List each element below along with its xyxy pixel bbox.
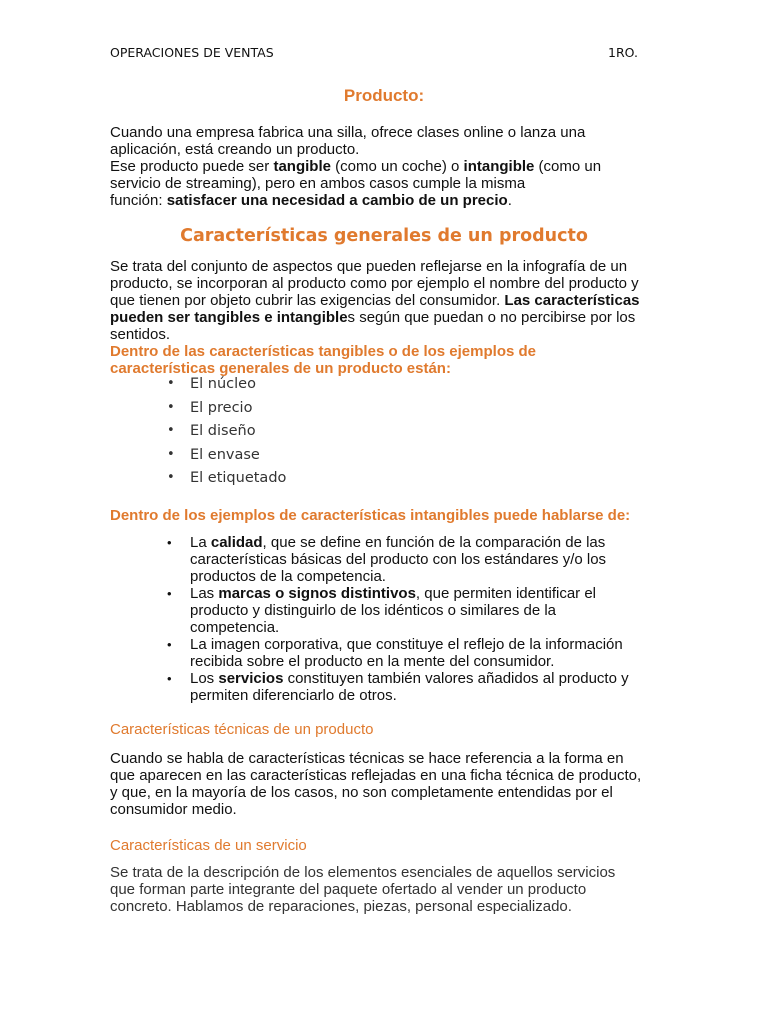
text-line [190,585,650,602]
text-run: (como un coche) o [330,158,464,175]
bold-term-intangible: intangible [463,158,535,175]
bold-term: servicios [218,670,284,687]
bold-phrase: pueden ser tangibles e intangible [110,309,348,326]
list-item-text: El etiquetado [190,470,287,486]
text-line: que aparecen en las características reflejadas en una ficha técnica de producto, [110,767,642,784]
text-line: servicio de streaming), pero en ambos casos cumple la misma [110,175,526,192]
generales-paragraph [110,258,670,343]
text-line: permiten diferenciarlo de otros. [190,687,397,704]
list-item [110,670,650,704]
bullet-icon: • [167,423,175,438]
text-line: producto, se incorporan al producto como por ejemplo el nombre del producto y [110,275,639,292]
bullet-icon: • [167,586,172,601]
list-item [110,423,286,447]
text-line: productos de la competencia. [190,568,386,585]
bold-phrase: satisfacer una necesidad a cambio de un precio [166,192,508,209]
text-line [110,192,670,209]
text-run: Los [190,670,219,687]
text-line: y que, en la mayoría de los casos, no son completamente entendidas por el [110,784,613,801]
list-item [110,400,286,424]
text-run: Ese producto puede ser [110,158,274,175]
bold-term-tangible: tangible [273,158,331,175]
text-line: Cuando se habla de características técnicas se hace referencia a la forma en [110,750,624,767]
section-title-producto: Producto: [343,86,425,105]
bold-term: calidad [210,534,263,551]
list-item [110,470,286,494]
list-item-text: El núcleo [190,376,256,392]
list-item [110,534,650,585]
intangibles-subheading: Dentro de los ejemplos de características intangibles puede hablarse de: [110,507,631,524]
text-run: función: [110,192,167,209]
text-line [190,534,650,551]
bullet-icon: • [167,671,172,686]
text-line: La imagen corporativa, que constituye el reflejo de la información [190,636,623,653]
text-run: . [507,192,512,209]
text-run: La [190,534,211,551]
text-line: Se trata del conjunto de aspectos que pueden reflejarse en la infografía de un [110,258,628,275]
text-line: que forman parte integrante del paquete ofertado al vender un producto [110,881,587,898]
text-run: (como un [534,158,602,175]
bold-term: marcas o signos distintivos [218,585,416,602]
tangibles-list [110,376,286,494]
text-line [110,158,670,175]
tecnicas-paragraph [110,750,670,818]
list-item [110,585,650,636]
text-line: competencia. [190,619,280,636]
producto-paragraph [110,124,670,209]
bullet-icon: • [167,637,172,652]
text-line: características básicas del producto con los estándares y/o los [190,551,607,568]
text-line: Se trata de la descripción de los elementos esenciales de aquellos servicios [110,864,616,881]
text-line: Cuando una empresa fabrica una silla, ofrece clases online o lanza una [110,124,586,141]
text-line: sentidos. [110,326,171,343]
text-line: producto y distinguirlo de los idénticos o similares de la [190,602,557,619]
bullet-icon: • [167,376,175,391]
section-title-caracteristicas-generales: Características generales de un producto [180,226,588,246]
list-item-text: El envase [190,446,260,463]
text-run: que tienen por objeto cubrir las exigencias del consumidor. [110,292,505,309]
text-line: aplicación, está creando un producto. [110,141,360,158]
list-item-text: El precio [190,399,253,416]
text-run: , que se define en función de la comparación de las [262,534,606,551]
section-title-servicio: Características de un servicio [110,837,307,854]
text-line [110,309,670,326]
text-line: concreto. Hablamos de reparaciones, piezas, personal especializado. [110,898,572,915]
text-run: , que permiten identificar el [415,585,597,602]
intangibles-list [110,534,650,704]
text-line: características generales de un producto están: [110,360,451,377]
text-run: Las [190,585,219,602]
text-run: s según que puedan o no percibirse por los [347,309,636,326]
list-item [110,376,286,400]
bold-phrase: Las características [504,292,640,309]
header-grade: 1RO. [608,45,638,60]
list-item [110,447,286,471]
text-line: recibida sobre el producto en la mente del consumidor. [190,653,555,670]
header-subject: OPERACIONES DE VENTAS [110,45,274,60]
bullet-icon: • [167,446,175,462]
text-line: Dentro de las características tangibles o de los ejemplos de [110,343,536,360]
text-line [110,292,670,309]
tangibles-subheading [110,343,670,377]
section-title-tecnicas: Características técnicas de un producto [110,721,374,738]
text-line: consumidor medio. [110,801,237,818]
servicio-paragraph [110,864,670,915]
list-item-text: El diseño [190,423,256,439]
bullet-icon: • [167,535,172,550]
list-item [110,636,650,670]
bullet-icon: • [167,399,175,415]
text-run: constituyen también valores añadidos al producto y [283,670,629,687]
bullet-icon: • [167,470,175,485]
text-line [190,670,650,687]
